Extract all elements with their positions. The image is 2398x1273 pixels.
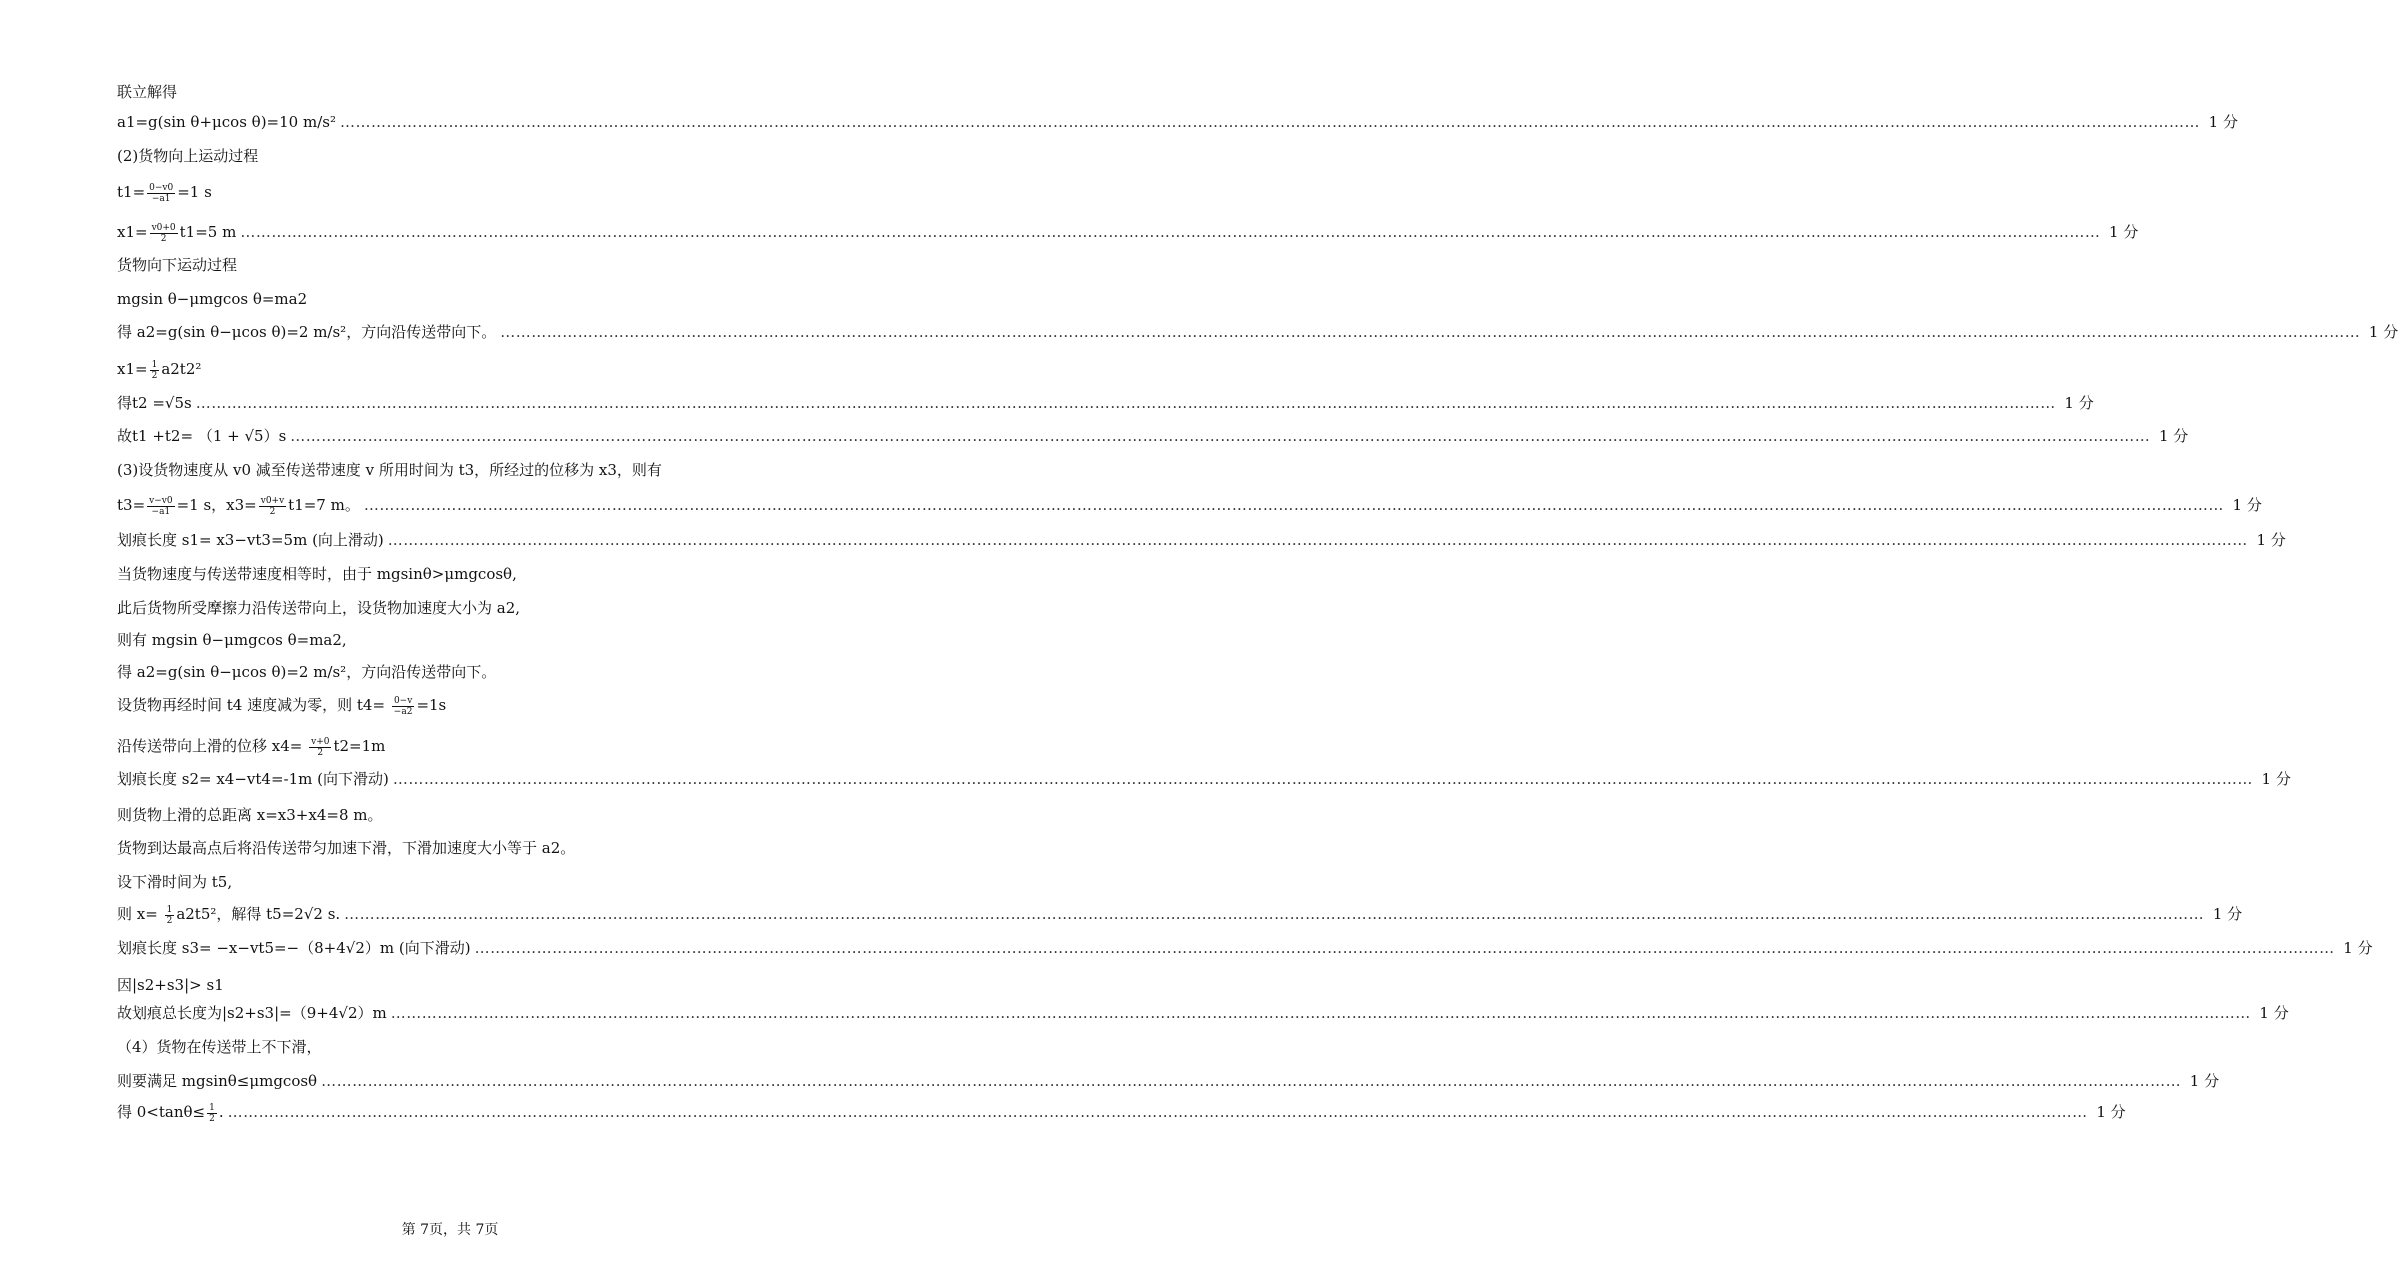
line-text [117, 695, 447, 717]
formula-part: t1=7 m。 [288, 496, 360, 514]
solution-line [117, 971, 812, 999]
formula-part: t3= [117, 496, 146, 514]
fraction-numerator: 0−v [392, 696, 415, 707]
solution-line [117, 1033, 812, 1061]
score-label: 1 分 [2343, 939, 2373, 957]
line-text: 此后货物所受摩擦力沿传送带向上，设货物加速度大小为 a2, [117, 599, 521, 617]
fraction [147, 496, 174, 517]
fraction-denominator: 2 [166, 915, 173, 926]
formula-part: 则 x= [117, 905, 163, 923]
line-text [117, 900, 340, 928]
solution-line [117, 142, 812, 170]
solution-line [117, 658, 812, 686]
leader-dots: ……………………………………………………………………………………………………………………………………………………………………………………………………………………………………………………………………………………………………………………………… [227, 1103, 2088, 1121]
solution-line [117, 318, 2398, 346]
line-text: 划痕长度 s2= x4−vt4=-1m (向下滑动) [117, 770, 389, 788]
fraction [309, 737, 331, 758]
fraction-numerator: v0+v [260, 495, 285, 506]
line-text: 划痕长度 s1= x3−vt3=5m (向上滑动) [117, 531, 384, 549]
formula-part: t2=1m [333, 737, 386, 755]
line-text: (3)设货物速度从 v0 减至传送带速度 v 所用时间为 t3，所经过的位移为 x3，则有 [117, 461, 662, 479]
solution-line [117, 999, 2289, 1027]
leader-dots: ……………………………………………………………………………………………………………………………………………………………………………………………………………………………………………………………………………………………………………………………… [387, 531, 2248, 549]
leader-dots: ……………………………………………………………………………………………………………………………………………………………………………………………………………………………………………………………………………………………………………………………… [500, 323, 2361, 341]
fraction [259, 496, 286, 517]
formula-part: t1= [117, 183, 146, 201]
line-text: 得 a2=g(sin θ−μcos θ)=2 m/s²，方向沿传送带向下。 [117, 323, 497, 341]
line-text: 设下滑时间为 t5, [117, 873, 233, 891]
leader-dots: ……………………………………………………………………………………………………………………………………………………………………………………………………………………………………………………………………………………………………………………………… [344, 905, 2205, 923]
formula-part: =1s [416, 696, 447, 714]
leader-dots: ……………………………………………………………………………………………………………………………………………………………………………………………………………………………………………………………………………………………………………………………… [195, 394, 2056, 412]
line-text [117, 736, 386, 758]
line-text [117, 359, 202, 381]
solution-line [117, 108, 2238, 136]
fraction-numerator: 1 [151, 359, 158, 370]
line-text: 故t1 +t2= （1 + √5）s [117, 427, 287, 445]
solution-line [117, 560, 812, 588]
line-text: 则有 mgsin θ−μmgcos θ=ma2, [117, 631, 347, 649]
score-label: 1 分 [2368, 323, 2398, 341]
formula-part: =1 s，x3= [176, 496, 257, 514]
fraction-denominator: 2 [269, 506, 276, 517]
solution-line [117, 78, 812, 106]
solution-line [117, 456, 812, 484]
leader-dots: ……………………………………………………………………………………………………………………………………………………………………………………………………………………………………………………………………………………………………………………………… [392, 770, 2253, 788]
fraction [392, 696, 415, 717]
solution-line [117, 491, 2262, 519]
leader-dots: ……………………………………………………………………………………………………………………………………………………………………………………………………………………………………………………………………………………………………………………………… [390, 1004, 2251, 1022]
solution-line [117, 765, 2291, 793]
fraction [150, 223, 178, 244]
fraction-denominator: 2 [151, 370, 158, 381]
fraction-denominator: 2 [160, 233, 167, 244]
solution-line [117, 178, 812, 206]
solution-line [117, 355, 812, 383]
fraction-numerator: v+0 [311, 736, 330, 747]
page-footer: 第 7页，共 7页 [401, 1222, 499, 1238]
formula-part: =1 s [177, 183, 212, 201]
fraction-numerator: v−v0 [149, 495, 173, 506]
fraction [147, 183, 175, 204]
score-label: 1 分 [2189, 1072, 2220, 1090]
solution-line [117, 526, 2286, 554]
fraction [207, 1103, 217, 1124]
solution-line [117, 389, 2094, 417]
leader-dots: ……………………………………………………………………………………………………………………………………………………………………………………………………………………………………………………………………………………………………………………………… [290, 427, 2151, 445]
leader-dots: ……………………………………………………………………………………………………………………………………………………………………………………………………………………………………………………………………………………………………………………………… [240, 223, 2101, 241]
fraction-denominator: 2 [317, 747, 324, 758]
line-text: mgsin θ−μmgcos θ=ma2 [117, 290, 308, 308]
line-text: 故划痕总长度为|s2+s3|=（9+4√2）m [117, 1004, 387, 1022]
score-label: 1 分 [2256, 531, 2286, 549]
score-label: 1 分 [2208, 113, 2238, 131]
score-label: 1 分 [2259, 1004, 2289, 1022]
score-label: 1 分 [2212, 905, 2243, 923]
line-text [117, 1098, 224, 1126]
formula-part: a2t2² [161, 360, 202, 378]
solution-line [117, 422, 2189, 450]
leader-dots: ……………………………………………………………………………………………………………………………………………………………………………………………………………………………………………………………………………………………………………………………… [321, 1072, 2182, 1090]
formula-part: x1= [117, 223, 148, 241]
solution-line [117, 934, 2373, 962]
line-text: 划痕长度 s3= −x−vt5=−（8+4√2）m (向下滑动) [117, 939, 471, 957]
fraction-numerator: 1 [209, 1102, 215, 1113]
formula-part: t1=5 m [179, 223, 237, 241]
line-text: 联立解得 [117, 83, 178, 101]
line-text [117, 218, 236, 246]
formula-part: a2t5²，解得 t5=2√2 s. [176, 905, 341, 923]
solution-line [117, 1067, 2220, 1095]
fraction-denominator: −a2 [393, 706, 413, 717]
solution-line [117, 801, 812, 829]
line-text: (2)货物向上运动过程 [117, 147, 259, 165]
line-text: a1=g(sin θ+μcos θ)=10 m/s² [117, 113, 336, 131]
line-text: （4）货物在传送带上不下滑， [117, 1038, 322, 1056]
solution-line [117, 1098, 2126, 1126]
leader-dots: ……………………………………………………………………………………………………………………………………………………………………………………………………………………………………………………………………………………………………………………………… [339, 113, 2200, 131]
solution-line [117, 218, 2139, 246]
score-label: 1 分 [2261, 770, 2291, 788]
line-text [117, 182, 212, 204]
fraction-denominator: −a1 [151, 193, 171, 204]
fraction-denominator: −a1 [151, 506, 171, 517]
fraction-numerator: 0−v0 [149, 182, 174, 193]
solution-line [117, 900, 2243, 928]
line-text: 货物到达最高点后将沿传送带匀加速下滑，下滑加速度大小等于 a2。 [117, 839, 576, 857]
solution-line [117, 251, 812, 279]
line-text: 当货物速度与传送带速度相等时，由于 mgsinθ>μmgcosθ, [117, 565, 517, 583]
line-text: 货物向下运动过程 [117, 256, 238, 274]
line-text: 则要满足 mgsinθ≤μmgcosθ [117, 1072, 318, 1090]
leader-dots: ……………………………………………………………………………………………………………………………………………………………………………………………………………………………………………………………………………………………………………………………… [363, 496, 2224, 514]
score-label: 1 分 [2096, 1103, 2126, 1121]
score-label: 1 分 [2232, 496, 2262, 514]
fraction-numerator: v0+0 [151, 222, 176, 233]
solution-line [117, 626, 812, 654]
score-label: 1 分 [2064, 394, 2094, 412]
leader-dots: ……………………………………………………………………………………………………………………………………………………………………………………………………………………………………………………………………………………………………………………………… [474, 939, 2335, 957]
score-label: 1 分 [2109, 223, 2139, 241]
solution-line [117, 594, 812, 622]
solution-line [117, 834, 812, 862]
solution-line [117, 285, 812, 313]
score-label: 1 分 [2158, 427, 2189, 445]
fraction [165, 905, 175, 926]
formula-part: 沿传送带向上滑的位移 x4= [117, 737, 308, 755]
solution-line [117, 732, 812, 760]
line-text [117, 491, 360, 519]
line-text: 得 a2=g(sin θ−μcos θ)=2 m/s²，方向沿传送带向下。 [117, 663, 497, 681]
line-text: 因|s2+s3|> s1 [117, 976, 224, 994]
solution-line [117, 868, 812, 896]
formula-part: x1= [117, 360, 148, 378]
fraction-numerator: 1 [166, 904, 173, 915]
solution-line [117, 691, 812, 719]
formula-part: 设货物再经时间 t4 速度减为零，则 t4= [117, 696, 390, 714]
fraction [150, 360, 160, 381]
line-text: 得t2 =√5s [117, 394, 192, 412]
formula-part: . [218, 1103, 224, 1121]
line-text: 则货物上滑的总距离 x=x3+x4=8 m。 [117, 806, 383, 824]
formula-part: 得 0<tanθ≤ [117, 1103, 206, 1121]
fraction-denominator: 2 [209, 1113, 215, 1124]
